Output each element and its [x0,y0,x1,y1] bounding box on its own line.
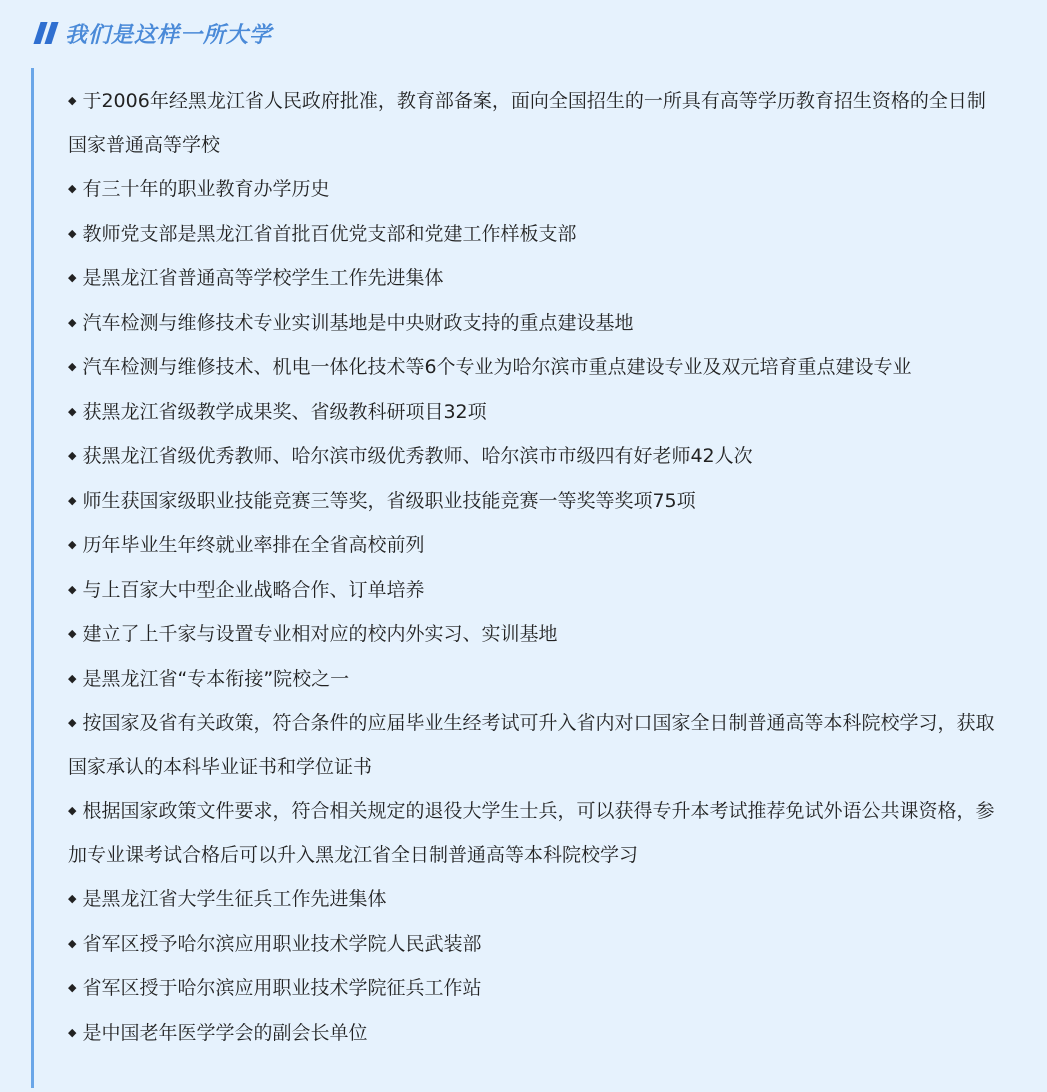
list-item-text: 汽车检测与维修技术、机电一体化技术等6个专业为哈尔滨市重点建设专业及双元培育重点建设专业 [82,356,912,378]
list-item-text: 省军区授予哈尔滨应用职业技术学院人民武装部 [82,932,482,955]
list-item [68,390,998,435]
list-item [68,966,998,1011]
list-item-text: 是黑龙江省普通高等学校学生工作先进集体 [82,267,444,289]
diamond-bullet-icon: ◆ [68,1025,77,1039]
diamond-bullet-icon: ◆ [68,182,77,195]
list-item [68,301,998,346]
diamond-bullet-icon: ◆ [68,892,77,905]
list-item [68,434,998,479]
diamond-bullet-icon: ◆ [68,449,77,462]
list-item-text: 根据国家政策文件要求，符合相关规定的退役大学生士兵，可以获得专升本考试推荐免试外语公共课资格，参加专业课考试合格后可以升入黑龙江省全日制普通高等本科院校学习 [68,800,995,866]
list-item [68,256,998,301]
list-item [68,79,998,167]
diamond-bullet-icon: ◆ [68,671,77,685]
list-item-text: 省军区授于哈尔滨应用职业技术学院征兵工作站 [82,977,482,999]
list-item-text: 是黑龙江省“专本衔接”院校之一 [82,667,350,690]
diamond-bullet-icon: ◆ [68,226,77,240]
diamond-bullet-icon: ◆ [68,804,77,817]
list-item [68,701,998,789]
list-item [68,523,998,568]
list-item-text: 按国家及省有关政策，符合条件的应届毕业生经考试可升入省内对口国家全日制普通高等本科院校学习，获取国家承认的本科毕业证书和学位证书 [68,712,995,778]
diamond-bullet-icon: ◆ [68,936,77,950]
list-item [68,789,998,877]
list-item [68,479,998,524]
section-header [37,14,272,52]
list-item-text: 获黑龙江省级教学成果奖、省级教科研项目32项 [82,400,487,423]
diamond-bullet-icon: ◆ [68,981,77,994]
list-item [68,1011,998,1056]
list-item-text: 建立了上千家与设置专业相对应的校内外实习、实训基地 [82,623,558,645]
list-item-text: 教师党支部是黑龙江省首批百优党支部和党建工作样板支部 [82,222,577,245]
list-item-text: 历年毕业生年终就业率排在全省高校前列 [82,534,425,556]
diamond-bullet-icon: ◆ [68,716,77,729]
list-item-text: 有三十年的职业教育办学历史 [82,178,330,200]
list-item [68,568,998,613]
section-title: 我们是这样一所大学 [65,22,273,48]
diamond-bullet-icon: ◆ [68,404,77,418]
diamond-bullet-icon: ◆ [68,538,77,551]
diamond-bullet-icon: ◆ [68,493,77,507]
list-item-text: 于2006年经黑龙江省人民政府批准，教育部备案，面向全国招生的一所具有高等学历教育招生资格的全日制国家普通高等学校 [68,90,986,156]
list-item-text: 汽车检测与维修技术专业实训基地是中央财政支持的重点建设基地 [82,311,634,334]
diamond-bullet-icon: ◆ [68,582,77,596]
list-item [68,212,998,257]
diamond-bullet-icon: ◆ [68,94,77,107]
diamond-bullet-icon: ◆ [68,315,77,329]
list-item [68,657,998,702]
title-slash-icon [37,22,55,44]
list-item [68,345,998,390]
list-item [68,167,998,212]
list-item-text: 获黑龙江省级优秀教师、哈尔滨市级优秀教师、哈尔滨市市级四有好老师42人次 [82,445,753,467]
list-item-text: 与上百家大中型企业战略合作、订单培养 [82,578,425,601]
diamond-bullet-icon: ◆ [68,271,77,284]
diamond-bullet-icon: ◆ [68,627,77,640]
list-item [68,612,998,657]
left-accent-rule [31,68,34,1088]
list-item-text: 是中国老年医学学会的副会长单位 [82,1021,368,1044]
diamond-bullet-icon: ◆ [68,360,77,373]
list-item-text: 是黑龙江省大学生征兵工作先进集体 [82,888,387,910]
list-item-text: 师生获国家级职业技能竞赛三等奖，省级职业技能竞赛一等奖等奖项75项 [82,489,696,512]
fact-list [68,79,998,1055]
list-item [68,922,998,967]
list-item [68,877,998,922]
